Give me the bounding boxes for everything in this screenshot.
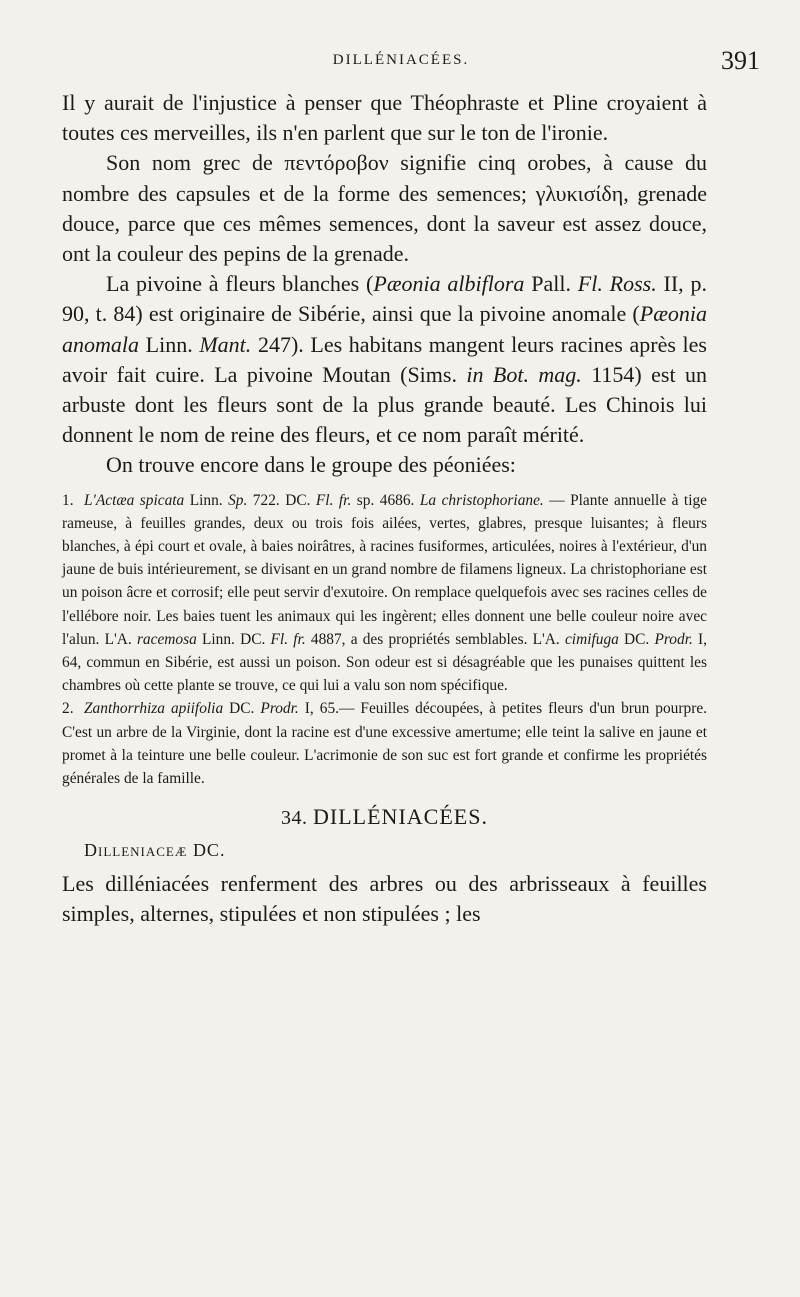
paragraph-2: Son nom grec de πεντόροβον signifie cinq orobes, à cause du nombre des capsules et de la forme des semences; γλυκισίδη, grenade douce, parce que ces mêmes semences, dont la saveur est assez douce, ont la couleur des pepins de la grenade. — [62, 150, 707, 267]
note-2-italic: Zanthorrhiza apiifolia — [84, 700, 224, 718]
group-author: DC. — [187, 840, 226, 861]
note-1-italic: La christophoriane. — [419, 491, 544, 509]
p3-italic-ref: Mant. — [199, 331, 252, 357]
p3-text: Linn. — [139, 331, 200, 357]
body-text — [62, 88, 707, 930]
section-title — [62, 804, 707, 830]
p3-text: 1154) est un arbuste dont les fleurs sont de la plus grande beauté. Les Chinois lui donnent le nom de reine des fleurs, et ce nom paraît mérité. — [62, 361, 707, 448]
note-2-text: I, 65.— Feuilles découpées, à petites fleurs d'un brun pourpre. C'est un arbre de la Virginie, dont la racine est d'une excessive amertume; elle teint la salive en jaune et promet à la teinture une belle couleur. L'acrimonie de son suc est fort grande et confirme les propriétés générales de la famille. — [62, 700, 707, 788]
note-1-italic: Sp. — [228, 491, 248, 509]
note-2-number: 2. — [62, 700, 74, 718]
note-1-italic: Prodr. — [654, 630, 693, 648]
note-1-italic: Fl. fr. — [315, 491, 352, 509]
page-number: 391 — [721, 46, 760, 75]
note-1-text: — Plante annuelle à tige rameuse, à feuilles grandes, deux ou trois fois ailées, vertes, glabres, presque luisantes; à fleurs blanches, à épi court et ovale, à baies noirâtres, à racines fusiformes, articulées, noires à l'extérieur, d'un jaune de buis intérieurement, se divisant en un grand nombre de filamens ligneux. La christophoriane est un poison âcre et corrosif; elle peut servir d'exutoire. On remplace quelquefois avec ses racines celles de l'ellébore noir. Les baies tuent les animaux qui les ingèrent; elles donnent une belle couleur noire avec l'alun. L'A. — [62, 491, 707, 648]
p3-italic-ref: in Bot. mag. — [466, 361, 582, 387]
note-1-number: 1. — [62, 491, 74, 509]
note-1-text: DC. — [618, 630, 655, 648]
note-1-text: I, 64, commun en Sibérie, est aussi un poison. Son odeur est si désagréable que les punaises quittent les chambres où cette plante se trouve, ce qui lui a valu son nom spécifique. — [62, 630, 708, 695]
running-head-title: DILLÉNIACÉES. — [332, 52, 470, 68]
section-number: 34. — [281, 807, 308, 830]
note-1-text: 4887, a des propriétés semblables. L'A. — [305, 630, 565, 648]
running-head — [86, 46, 760, 76]
paragraph-3 — [62, 269, 707, 450]
note-1-italic: Fl. fr. — [270, 630, 306, 648]
p3-italic-ref: Fl. Ross. — [577, 271, 657, 297]
note-1-italic: L'Actæa spicata — [84, 491, 185, 509]
section-name: DILLÉNIACÉES. — [313, 804, 488, 830]
section-intro: Les dilléniacées renferment des arbres ou des arbrisseaux à feuilles simples, alternes, stipulées et non stipulées ; les — [62, 871, 707, 927]
p3-italic-name: Pæonia anomala — [62, 301, 707, 357]
note-1-text: 722. DC. — [247, 491, 316, 509]
note-1 — [62, 489, 707, 698]
note-2-italic: Prodr. — [260, 700, 299, 718]
note-1-italic: racemosa — [136, 630, 197, 648]
note-1-italic: cimifuga — [564, 630, 619, 648]
paragraph-4: On trouve encore dans le groupe des péoniées: — [106, 452, 516, 478]
p3-text: La pivoine à fleurs blanches ( — [106, 271, 374, 297]
paragraph-1: Il y aurait de l'injustice à penser que Théophraste et Pline croyaient à toutes ces merveilles, ils n'en parlent que sur le ton de l'ironie. — [62, 90, 707, 146]
p3-italic-name: Pæonia albiflora — [373, 271, 525, 297]
p3-text: 247). Les habitans mangent leurs racines après les avoir fait cuire. La pivoine Moutan (Sims. — [62, 331, 707, 387]
p3-text: Pall. — [524, 271, 578, 297]
note-1-text: sp. 4686. — [351, 491, 420, 509]
group-name: Dilleniaceæ — [84, 840, 188, 861]
p3-text: II, p. 90, t. 84) est originaire de Sibérie, ainsi que la pivoine anomale ( — [62, 271, 707, 327]
group-heading — [84, 840, 707, 861]
note-2-text: DC. — [223, 700, 261, 718]
note-1-text: Linn. DC. — [196, 630, 271, 648]
note-2 — [62, 697, 707, 790]
note-1-text: Linn. — [184, 491, 229, 509]
